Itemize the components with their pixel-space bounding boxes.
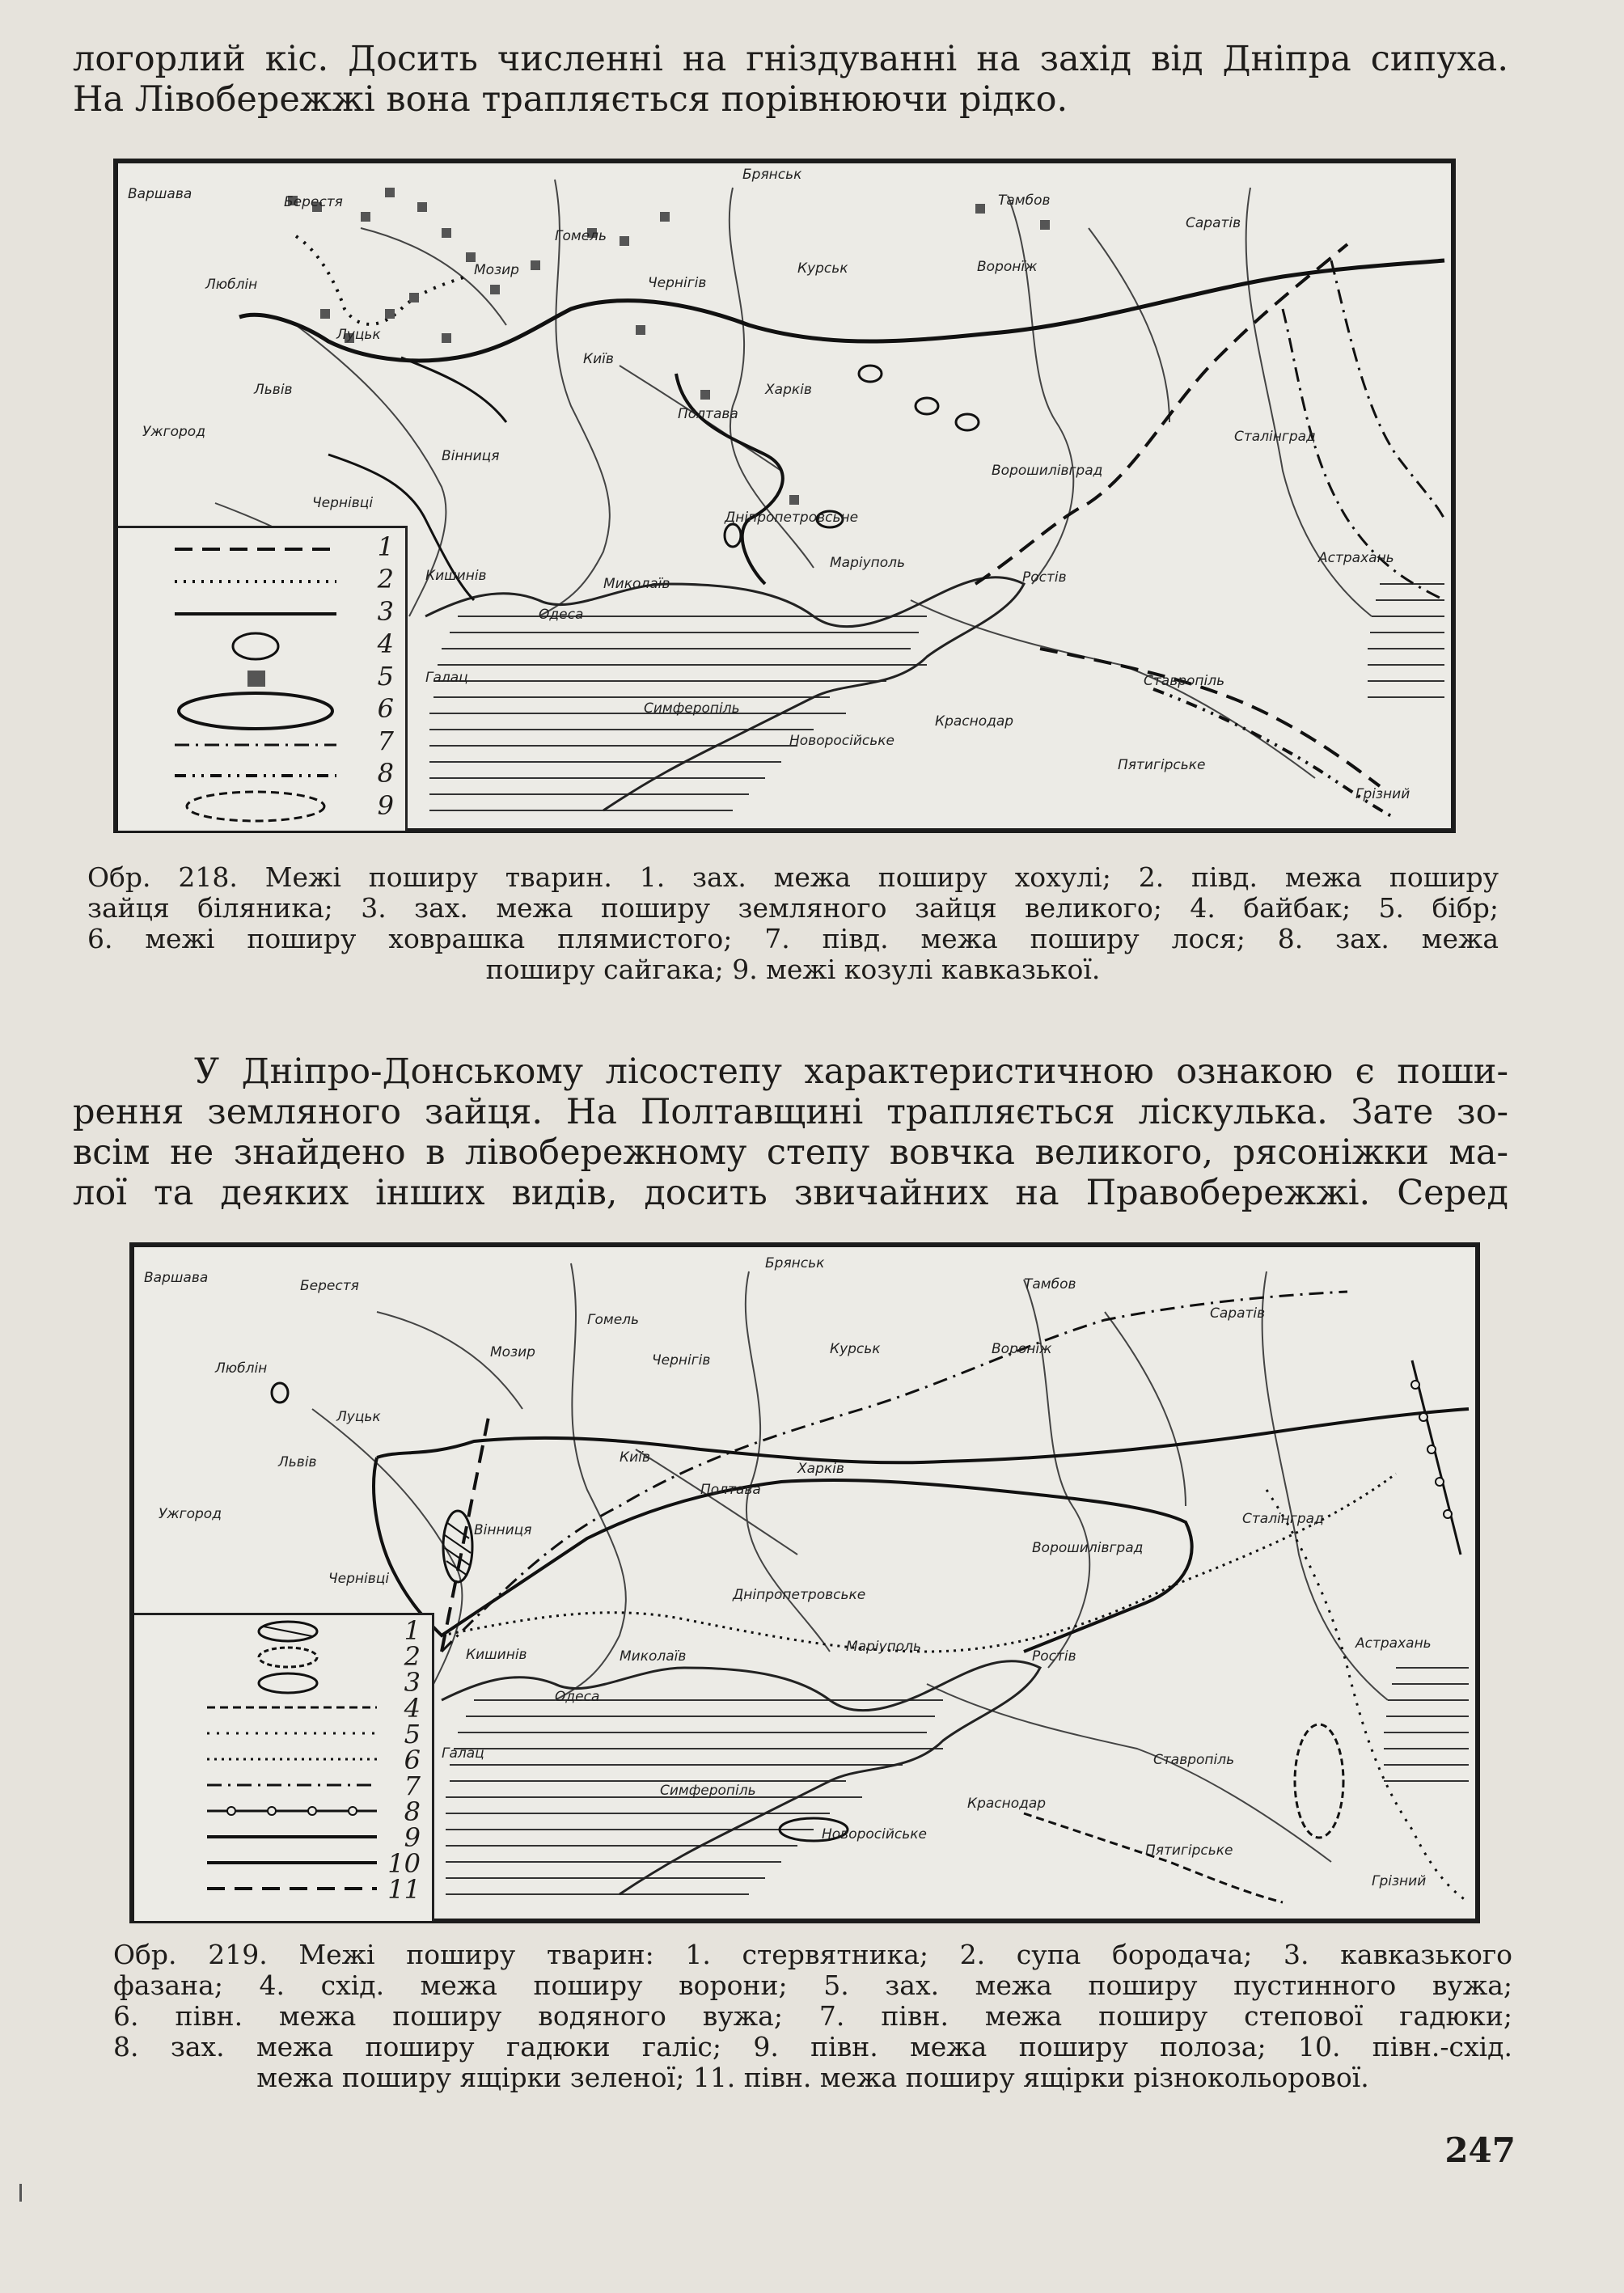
city-label: Варшава [144, 1270, 209, 1286]
city-label: Миколаїв [620, 1648, 687, 1665]
city-label: Краснодар [967, 1796, 1047, 1812]
middle-paragraph [73, 1051, 1508, 1213]
city-label: Львів [278, 1454, 317, 1470]
text-line: всім не знайдено в лівобережному степу вовчка великого, рясоніжки ма- [73, 1132, 1508, 1173]
caspian-hatch [1384, 1668, 1469, 1781]
city-label: Мозир [474, 262, 519, 278]
map-219-legend [134, 1613, 434, 1921]
legend-number: 8 [377, 758, 394, 789]
city-label: Краснодар [935, 713, 1014, 730]
legend-number: 9 [404, 1822, 421, 1853]
caption-line: 6. межі поширу ховрашка плямистого; 7. півд. межа поширу лося; 8. зах. межа [87, 923, 1499, 954]
boundary-6 [401, 357, 506, 422]
text-line: У Дніпро-Донському лісостепу характеристичною ознакою є поши- [194, 1051, 1508, 1092]
city-label: Галац [442, 1745, 484, 1762]
city-label: Миколаїв [603, 576, 670, 592]
city-label: Варшава [128, 186, 192, 202]
boundary-3b [676, 374, 783, 584]
figure-219-caption [113, 1940, 1512, 2093]
city-label: Грізний [1355, 786, 1410, 802]
city-label: Луцьк [336, 327, 381, 343]
city-label: Дніпропетровське [733, 1587, 866, 1603]
legend-number: 3 [404, 1667, 421, 1698]
boundary-7 [442, 1292, 1347, 1652]
city-label: Маріуполь [846, 1639, 922, 1655]
city-label: Ворошилівград [992, 463, 1103, 479]
legend-number: 5 [404, 1719, 421, 1749]
city-label: Полтава [700, 1482, 761, 1498]
page-number: 247 [1444, 2130, 1516, 2170]
city-label: Вінниця [474, 1522, 532, 1538]
city-label: Одеса [539, 607, 584, 623]
city-label: Мозир [490, 1344, 535, 1360]
legend-number: 2 [404, 1641, 421, 1672]
figure-218-map [113, 159, 1456, 833]
city-label: Астрахань [1355, 1635, 1432, 1652]
city-label: Пятигірське [1145, 1842, 1233, 1859]
caption-line: зайця біляника; 3. зах. межа поширу земляного зайця великого; 4. байбак; 5. бібр; [87, 892, 1499, 924]
city-label: Чернівці [312, 495, 374, 511]
city-label: Воронїж [992, 1341, 1052, 1357]
city-label: Ставропіль [1144, 673, 1225, 689]
city-label: Київ [620, 1449, 650, 1466]
legend-number: 11 [387, 1874, 421, 1905]
coastline [425, 577, 1024, 810]
city-label: Брянськ [742, 167, 802, 183]
legend-number: 4 [404, 1693, 421, 1724]
city-label: Харків [797, 1461, 844, 1477]
city-label: Кишинів [425, 568, 487, 584]
top-paragraph [73, 39, 1508, 120]
city-label: Гомель [587, 1312, 640, 1328]
map-218-legend [118, 526, 408, 831]
caption-line: 6. півн. межа поширу водяного вужа; 7. півн. межа поширу степової гадюки; [113, 2000, 1512, 2032]
city-label: Дніпропетровсьне [725, 510, 859, 526]
lammergeier-area [1295, 1724, 1343, 1838]
legend-number: 8 [404, 1796, 421, 1827]
city-label: Берестя [300, 1278, 359, 1294]
city-label: Грізний [1372, 1873, 1427, 1889]
caption-line: межа поширу ящірки зеленої; 11. півн. межа поширу ящірки різнокольорової. [256, 2062, 1369, 2093]
legend-number: 6 [377, 693, 394, 724]
city-label: Тамбов [998, 192, 1051, 209]
city-label: Воронїж [977, 259, 1038, 275]
city-label: Полтава [678, 406, 738, 422]
caption-line: фазана; 4. схід. межа поширу ворони; 5. зах. межа поширу пустинного вужа; [113, 1969, 1512, 2001]
city-label: Астрахань [1318, 550, 1394, 566]
boundary-1 [975, 244, 1347, 584]
city-label: Сталінград [1242, 1511, 1324, 1527]
city-label: Ужгород [159, 1506, 222, 1522]
city-label: Люблін [215, 1360, 268, 1377]
legend-number: 7 [404, 1771, 421, 1801]
text-line: На Лівобережжі вона трапляється порівнюючи рідко. [73, 79, 1068, 120]
text-line: логорлий кіс. Досить численні на гніздуванні на захід від Дніпра сипуха. [73, 39, 1508, 79]
city-label: Брянськ [765, 1255, 825, 1271]
caspian-hatch [1368, 584, 1444, 697]
city-label: Симферопіль [660, 1783, 756, 1799]
city-label: Харків [765, 382, 812, 398]
boundary-5 [1267, 1490, 1469, 1902]
figure-218-caption [87, 862, 1499, 985]
city-label: Чернігів [648, 275, 707, 291]
city-label: Саратів [1186, 215, 1241, 231]
figure-219-map [129, 1242, 1480, 1923]
city-label: Ставропіль [1153, 1752, 1235, 1768]
city-label: Київ [583, 351, 614, 367]
boundary-1b [1040, 649, 1380, 786]
city-label: Курськ [830, 1341, 881, 1357]
city-label: Гомель [555, 228, 607, 244]
city-label: Львів [254, 382, 293, 398]
city-label: Ужгород [142, 424, 205, 440]
beaver-markers [288, 188, 1050, 505]
coastline [442, 1661, 1040, 1894]
city-label: Чернігів [652, 1352, 711, 1369]
boundary-9 [377, 1409, 1469, 1462]
city-label: Ворошилівград [1032, 1540, 1144, 1556]
legend-number: 10 [387, 1848, 421, 1879]
legend-number: 5 [377, 661, 394, 692]
city-label: Курськ [797, 260, 848, 277]
boundary-8 [1412, 1360, 1461, 1555]
legend-number: 2 [377, 564, 394, 594]
legend-number: 4 [377, 628, 394, 659]
legend-number: 6 [404, 1745, 421, 1775]
city-label: Чернівці [328, 1571, 390, 1587]
text-line: лої та деяких інших видів, досить звичайних на Правобережжі. Серед [73, 1173, 1508, 1213]
city-label: Вінниця [442, 448, 500, 464]
legend-symbols [118, 528, 405, 831]
city-label: Ростів [1032, 1648, 1076, 1665]
city-label: Люблін [205, 277, 258, 293]
city-label: Луцьк [336, 1409, 381, 1425]
legend-number: 9 [377, 790, 394, 821]
city-label: Новоросійське [789, 733, 895, 749]
caption-line: Обр. 218. Межі поширу тварин. 1. зах. межа поширу хохулі; 2. півд. межа поширу [87, 861, 1499, 893]
legend-number: 3 [377, 596, 394, 627]
city-label: Симферопіль [644, 700, 740, 717]
city-label: Одеса [555, 1689, 600, 1705]
city-label: Новоросійське [822, 1826, 928, 1842]
boundary-7b [1331, 260, 1444, 519]
scan-mark [19, 2184, 22, 2202]
city-label: Саратів [1210, 1305, 1266, 1322]
city-label: Сталінград [1234, 429, 1316, 445]
city-label: Тамбов [1024, 1276, 1076, 1292]
city-label: Ростів [1022, 569, 1067, 586]
caption-line: поширу сайгака; 9. межі козулі кавказької. [485, 954, 1101, 985]
city-label: Берестя [284, 194, 343, 210]
small-area [272, 1383, 288, 1402]
legend-number: 1 [404, 1615, 421, 1646]
legend-number: 7 [377, 726, 394, 756]
city-label: Галац [425, 670, 468, 686]
caption-line: Обр. 219. Межі поширу тварин: 1. стервятника; 2. супа бородача; 3. кавказького [113, 1939, 1512, 1970]
legend-number: 1 [377, 531, 394, 562]
caption-line: 8. зах. межа поширу гадюки галіс; 9. півн. межа поширу полоза; 10. півн.-схід. [113, 2031, 1512, 2062]
city-label: Маріуполь [830, 555, 906, 571]
boundary-6 [442, 1474, 1396, 1652]
city-label: Пятигірське [1118, 757, 1206, 773]
text-line: рення земляного зайця. На Полтавщині трапляється ліскулька. Зате зо- [73, 1092, 1508, 1132]
city-label: Кишинів [466, 1647, 527, 1663]
